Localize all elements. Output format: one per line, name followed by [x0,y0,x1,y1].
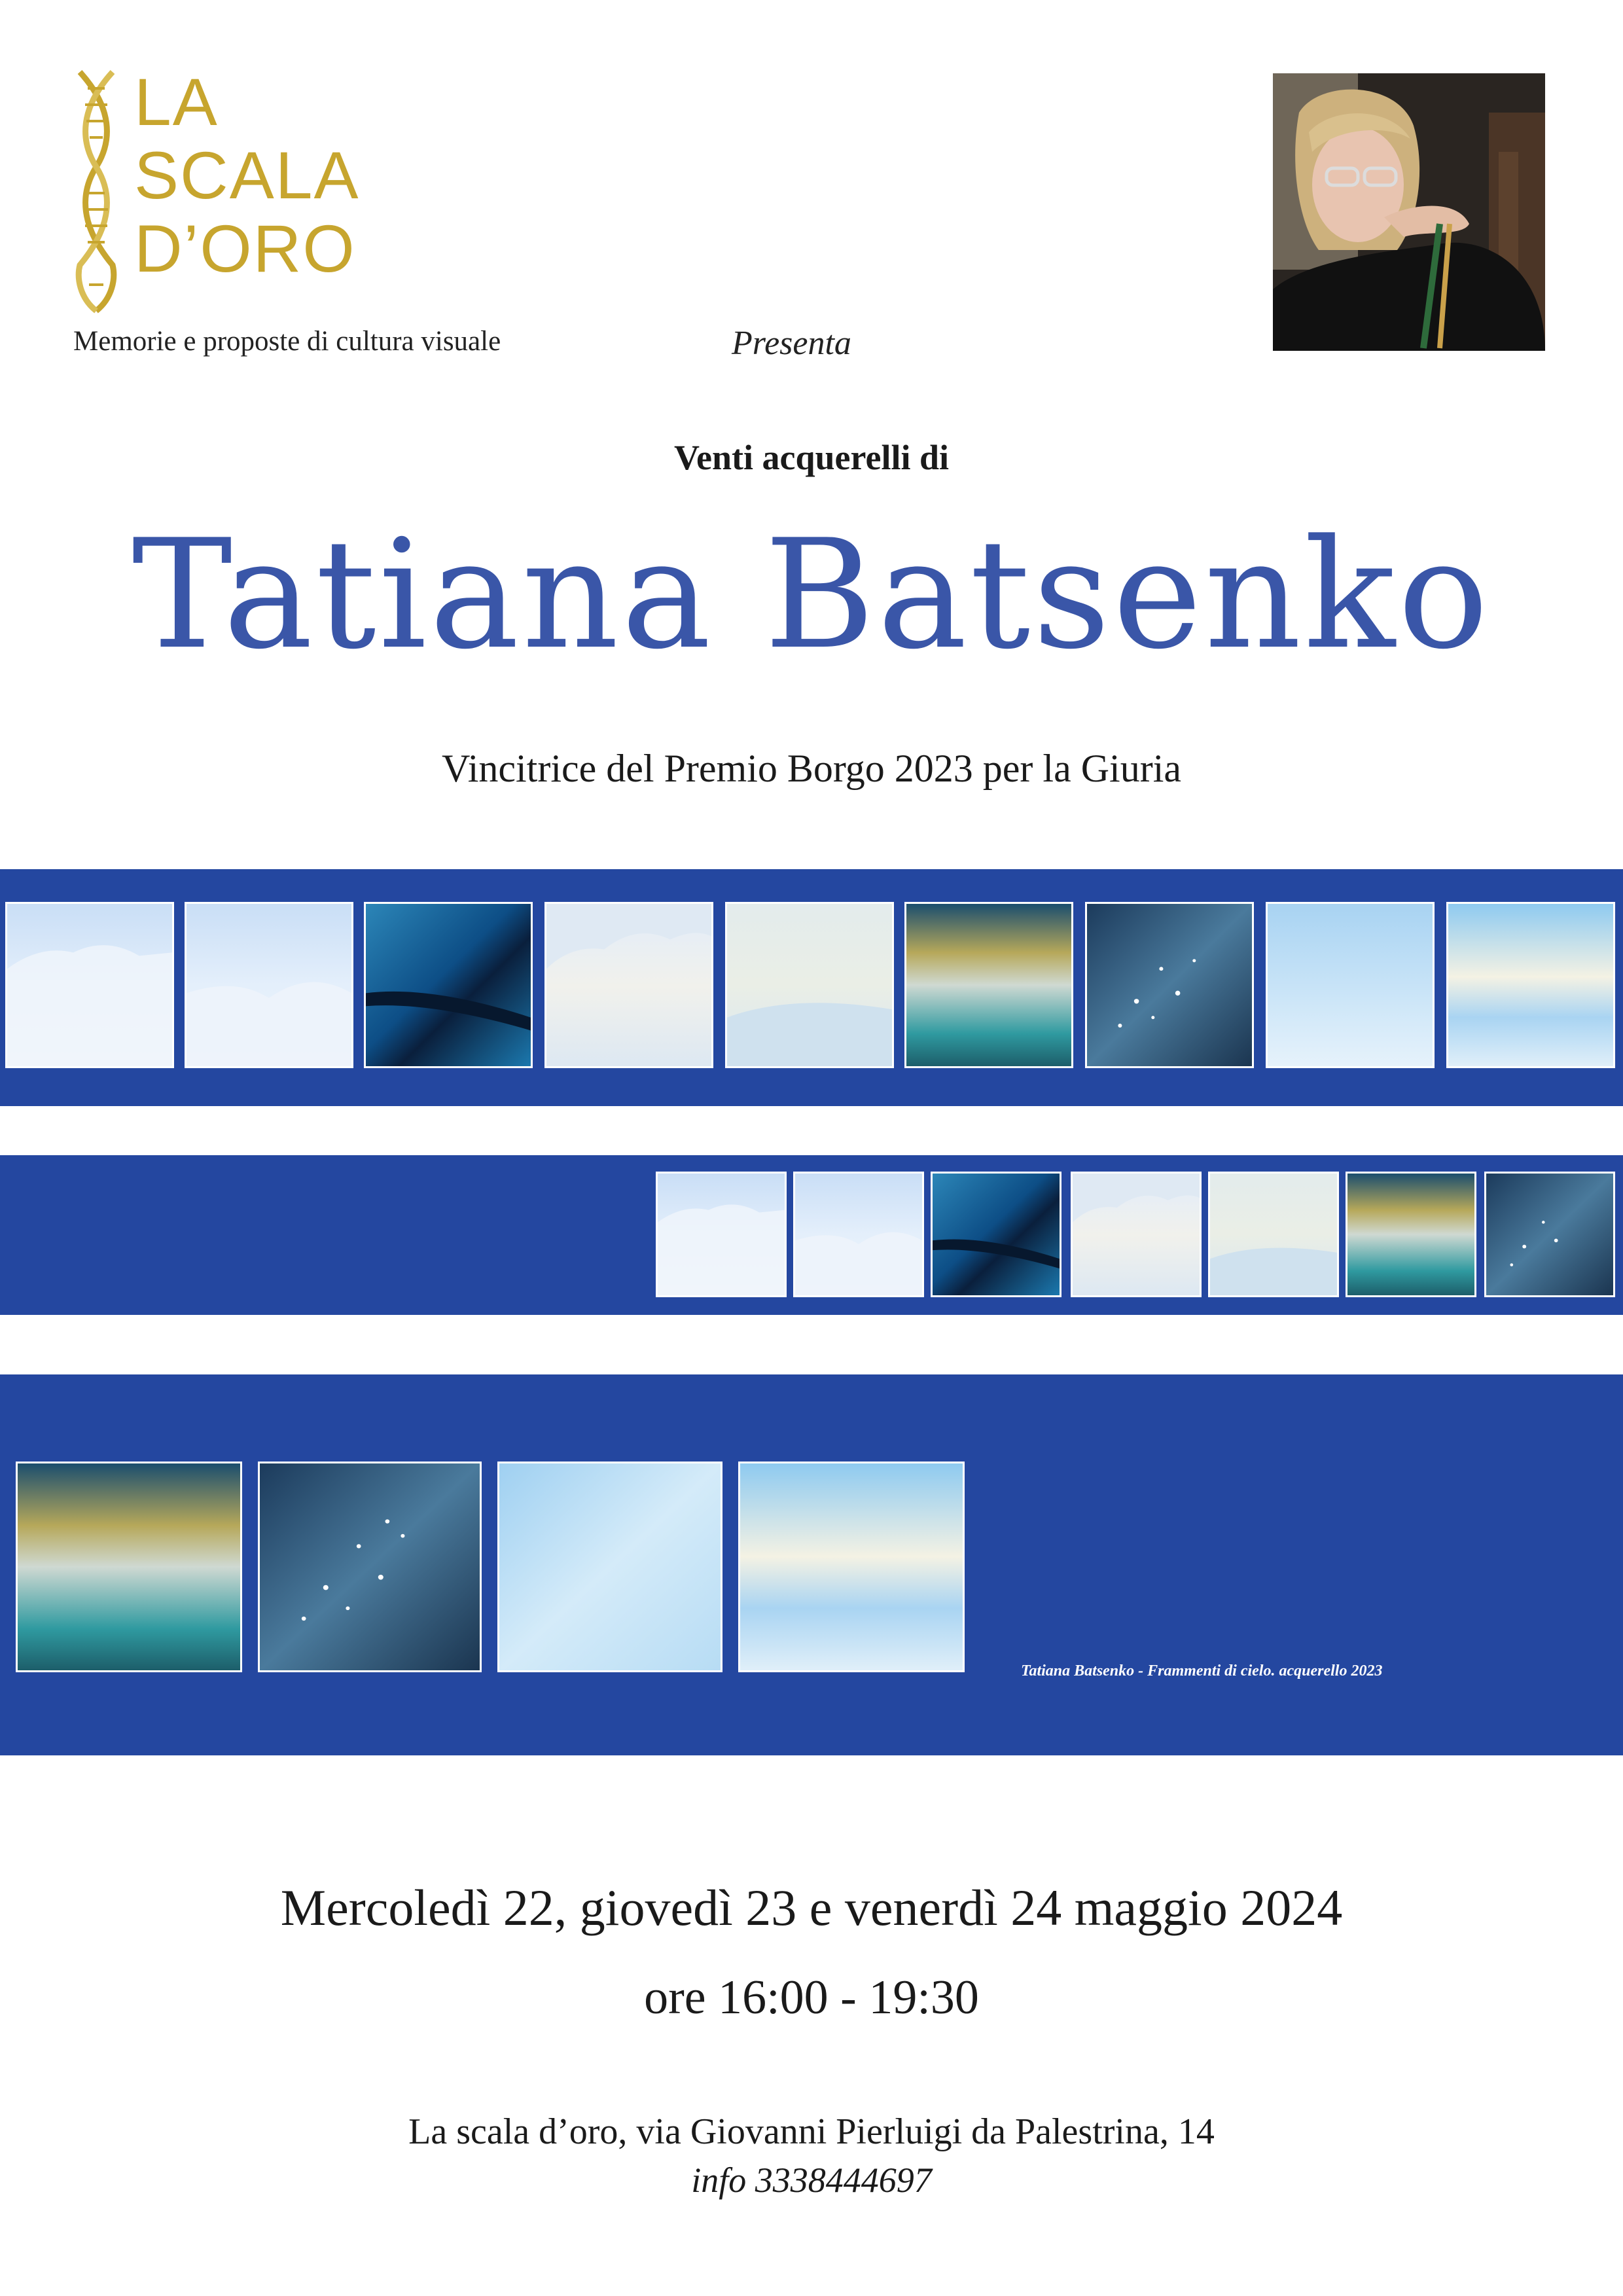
event-contact: info 3338444697 [691,2161,932,2200]
watercolor-tile [931,1172,1061,1297]
watercolor-tile [725,902,894,1068]
presenta-label: Presenta [732,325,851,362]
watercolor-tile [16,1462,242,1672]
portrait-image [1273,73,1545,351]
watercolor-tile [904,902,1073,1068]
watercolor-tile [738,1462,965,1672]
watercolor-tile [1085,902,1254,1068]
watercolor-tile [1484,1172,1615,1297]
watercolor-tile [258,1462,482,1672]
watercolor-tile [497,1462,722,1672]
event-dates: Mercoledì 22, giovedì 23 e venerdì 24 maggio 2024 [280,1879,1343,1936]
watercolor-tile [1266,902,1435,1068]
watercolor-tile [656,1172,787,1297]
event-hours: ore 16:00 - 19:30 [644,1971,979,2024]
watercolor-tile [544,902,713,1068]
artwork-caption: Tatiana Batsenko - Frammenti di cielo. acquerello 2023 [1021,1662,1383,1679]
logo-line-2: SCALA [134,138,360,213]
logo-tagline: Memorie e proposte di cultura visuale [73,326,501,357]
logo-wordmark [134,65,360,285]
intro-text: Venti acquerelli di [673,438,950,477]
artist-name: Tatiana Batsenko [132,508,1491,683]
award-text: Vincitrice del Premio Borgo 2023 per la Giuria [441,747,1181,790]
watercolor-tile [793,1172,924,1297]
watercolor-tile [1071,1172,1202,1297]
logo-line-3: D’ORO [134,211,356,286]
event-address: La scala d’oro, via Giovanni Pierluigi da Palestrina, 14 [408,2111,1215,2152]
watercolor-tile [364,902,533,1068]
watercolor-tile [1208,1172,1339,1297]
logo-line-1: LA [134,65,219,139]
artist-portrait [1273,73,1545,351]
logo-dna-icon [73,69,119,314]
watercolor-tile [1346,1172,1476,1297]
watercolor-tile [5,902,174,1068]
watercolor-tile [185,902,353,1068]
watercolor-tile [1446,902,1615,1068]
